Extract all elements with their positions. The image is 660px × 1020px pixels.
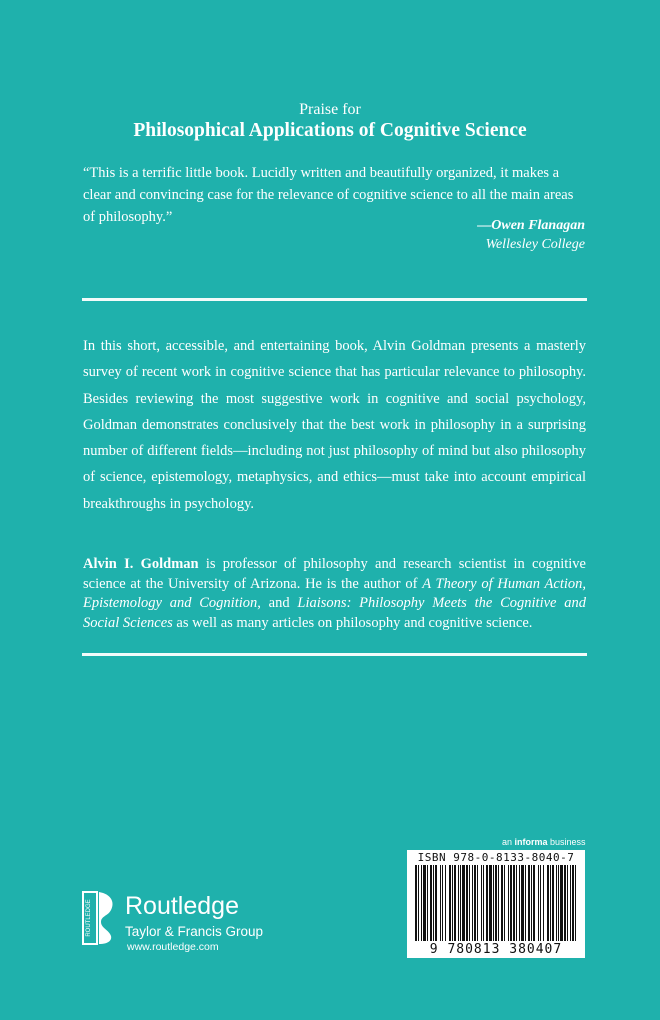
- book-description: In this short, accessible, and entertaining book, Alvin Goldman presents a masterly survey of recent work in cognitive science that has particular relevance to philosophy. Besides reviewing the most suggestive work in cognitive and social psychology, Goldman demonstrates conclusively that the best work in philosophy in a surprising number of different fields—including not just philosophy of mind but also philosophy of science, epistemology, metaphysics, and ethics—must take into account empirical breakthroughs in psychology.: [83, 338, 586, 512]
- barcode-bar: [466, 865, 468, 941]
- barcode-bar: [474, 865, 476, 941]
- barcode-digits: 9 780813 380407: [429, 942, 563, 957]
- barcode-bar: [462, 865, 465, 941]
- routledge-logo-icon: [79, 888, 117, 948]
- informa-suffix: business: [547, 837, 586, 847]
- barcode-bar: [516, 865, 517, 941]
- barcode-bar: [560, 865, 563, 941]
- publisher-name: Routledge: [125, 892, 239, 920]
- barcode-bar: [460, 865, 461, 941]
- author-name: Alvin I. Goldman: [83, 556, 199, 572]
- barcode-bar: [427, 865, 428, 941]
- barcode-bar: [564, 865, 566, 941]
- barcode-bar: [556, 865, 557, 941]
- barcode-bar: [493, 865, 494, 941]
- barcode-bar: [483, 865, 484, 941]
- barcode-bar: [469, 865, 470, 941]
- barcode-bar: [449, 865, 451, 941]
- isbn-barcode: [407, 850, 585, 958]
- barcode-bar: [558, 865, 559, 941]
- bio-text-1: is professor of philosophy and research scientist in cognitive science at the University of Arizona. He is the author of: [83, 556, 586, 592]
- praise-title: Philosophical Applications of Cognitive Science: [133, 120, 527, 141]
- barcode-bar: [430, 865, 432, 941]
- barcode-bars: [413, 865, 579, 943]
- isbn-label: ISBN 978-0-8133-8040-7: [417, 851, 575, 864]
- informa-brand: informa: [514, 837, 548, 847]
- barcode-bar: [501, 865, 503, 941]
- barcode-bar: [567, 865, 568, 941]
- barcode-bar: [550, 865, 551, 941]
- author-bio: [83, 555, 586, 633]
- barcode-bar: [495, 865, 497, 941]
- barcode-bar: [525, 865, 526, 941]
- barcode-bar: [540, 865, 541, 941]
- barcode-bar: [489, 865, 492, 941]
- quote-attribution-affiliation: Wellesley College: [485, 237, 585, 252]
- barcode-bar: [458, 865, 459, 941]
- barcode-bar: [421, 865, 422, 941]
- barcode-bar: [572, 865, 574, 941]
- barcode-bar: [538, 865, 539, 941]
- barcode-bar: [498, 865, 499, 941]
- routledge-logo-wordmark: ROUTLEDGE: [86, 899, 92, 937]
- barcode-bar: [415, 865, 417, 941]
- barcode-bar: [552, 865, 554, 941]
- barcode-bar: [486, 865, 488, 941]
- barcode-bar: [519, 865, 520, 941]
- barcode-bar: [508, 865, 509, 941]
- informa-tagline: [502, 837, 586, 847]
- barcode-bar: [440, 865, 441, 941]
- barcode-bar: [477, 865, 478, 941]
- barcode-bar: [513, 865, 515, 941]
- barcode-bar: [472, 865, 473, 941]
- barcode-bar: [547, 865, 549, 941]
- barcode-bar: [575, 865, 576, 941]
- barcode-bar: [418, 865, 419, 941]
- barcode-bar: [533, 865, 535, 941]
- barcode-bar: [531, 865, 532, 941]
- barcode-bar: [570, 865, 571, 941]
- barcode-bar: [433, 865, 434, 941]
- divider-top: [82, 298, 587, 301]
- barcode-bar: [445, 865, 446, 941]
- barcode-bar: [543, 865, 544, 941]
- barcode-bar: [481, 865, 482, 941]
- bio-book-1: A Theory of Human Action, Epistemology and Cognition,: [83, 575, 587, 612]
- divider-bottom: [82, 653, 587, 656]
- barcode-bar: [452, 865, 453, 941]
- praise-quote: “This is a terrific little book. Lucidly written and beautifully organized, it makes a clear and convincing case for the relevance of cognitive science to all the main areas of philosophy.”: [83, 165, 574, 225]
- barcode-bar: [423, 865, 426, 941]
- barcode-bar: [521, 865, 524, 941]
- publisher-url: www.routledge.com: [127, 941, 219, 953]
- praise-kicker: Praise for: [299, 101, 361, 118]
- barcode-bar: [504, 865, 505, 941]
- barcode-bar: [442, 865, 443, 941]
- publisher-group: Taylor & Francis Group: [125, 924, 264, 939]
- barcode-bar: [435, 865, 437, 941]
- bio-text-2: and: [260, 595, 298, 612]
- barcode-bar: [510, 865, 512, 941]
- informa-prefix: an: [502, 837, 515, 847]
- barcode-bar: [454, 865, 456, 941]
- bio-book-2: Liaisons: Philosophy Meets the Cognitive and Social Sciences: [83, 595, 587, 631]
- quote-attribution-name: —Owen Flanagan: [477, 218, 585, 233]
- barcode-bar: [528, 865, 530, 941]
- bio-text-3: as well as many articles on philosophy and cognitive science.: [172, 614, 533, 631]
